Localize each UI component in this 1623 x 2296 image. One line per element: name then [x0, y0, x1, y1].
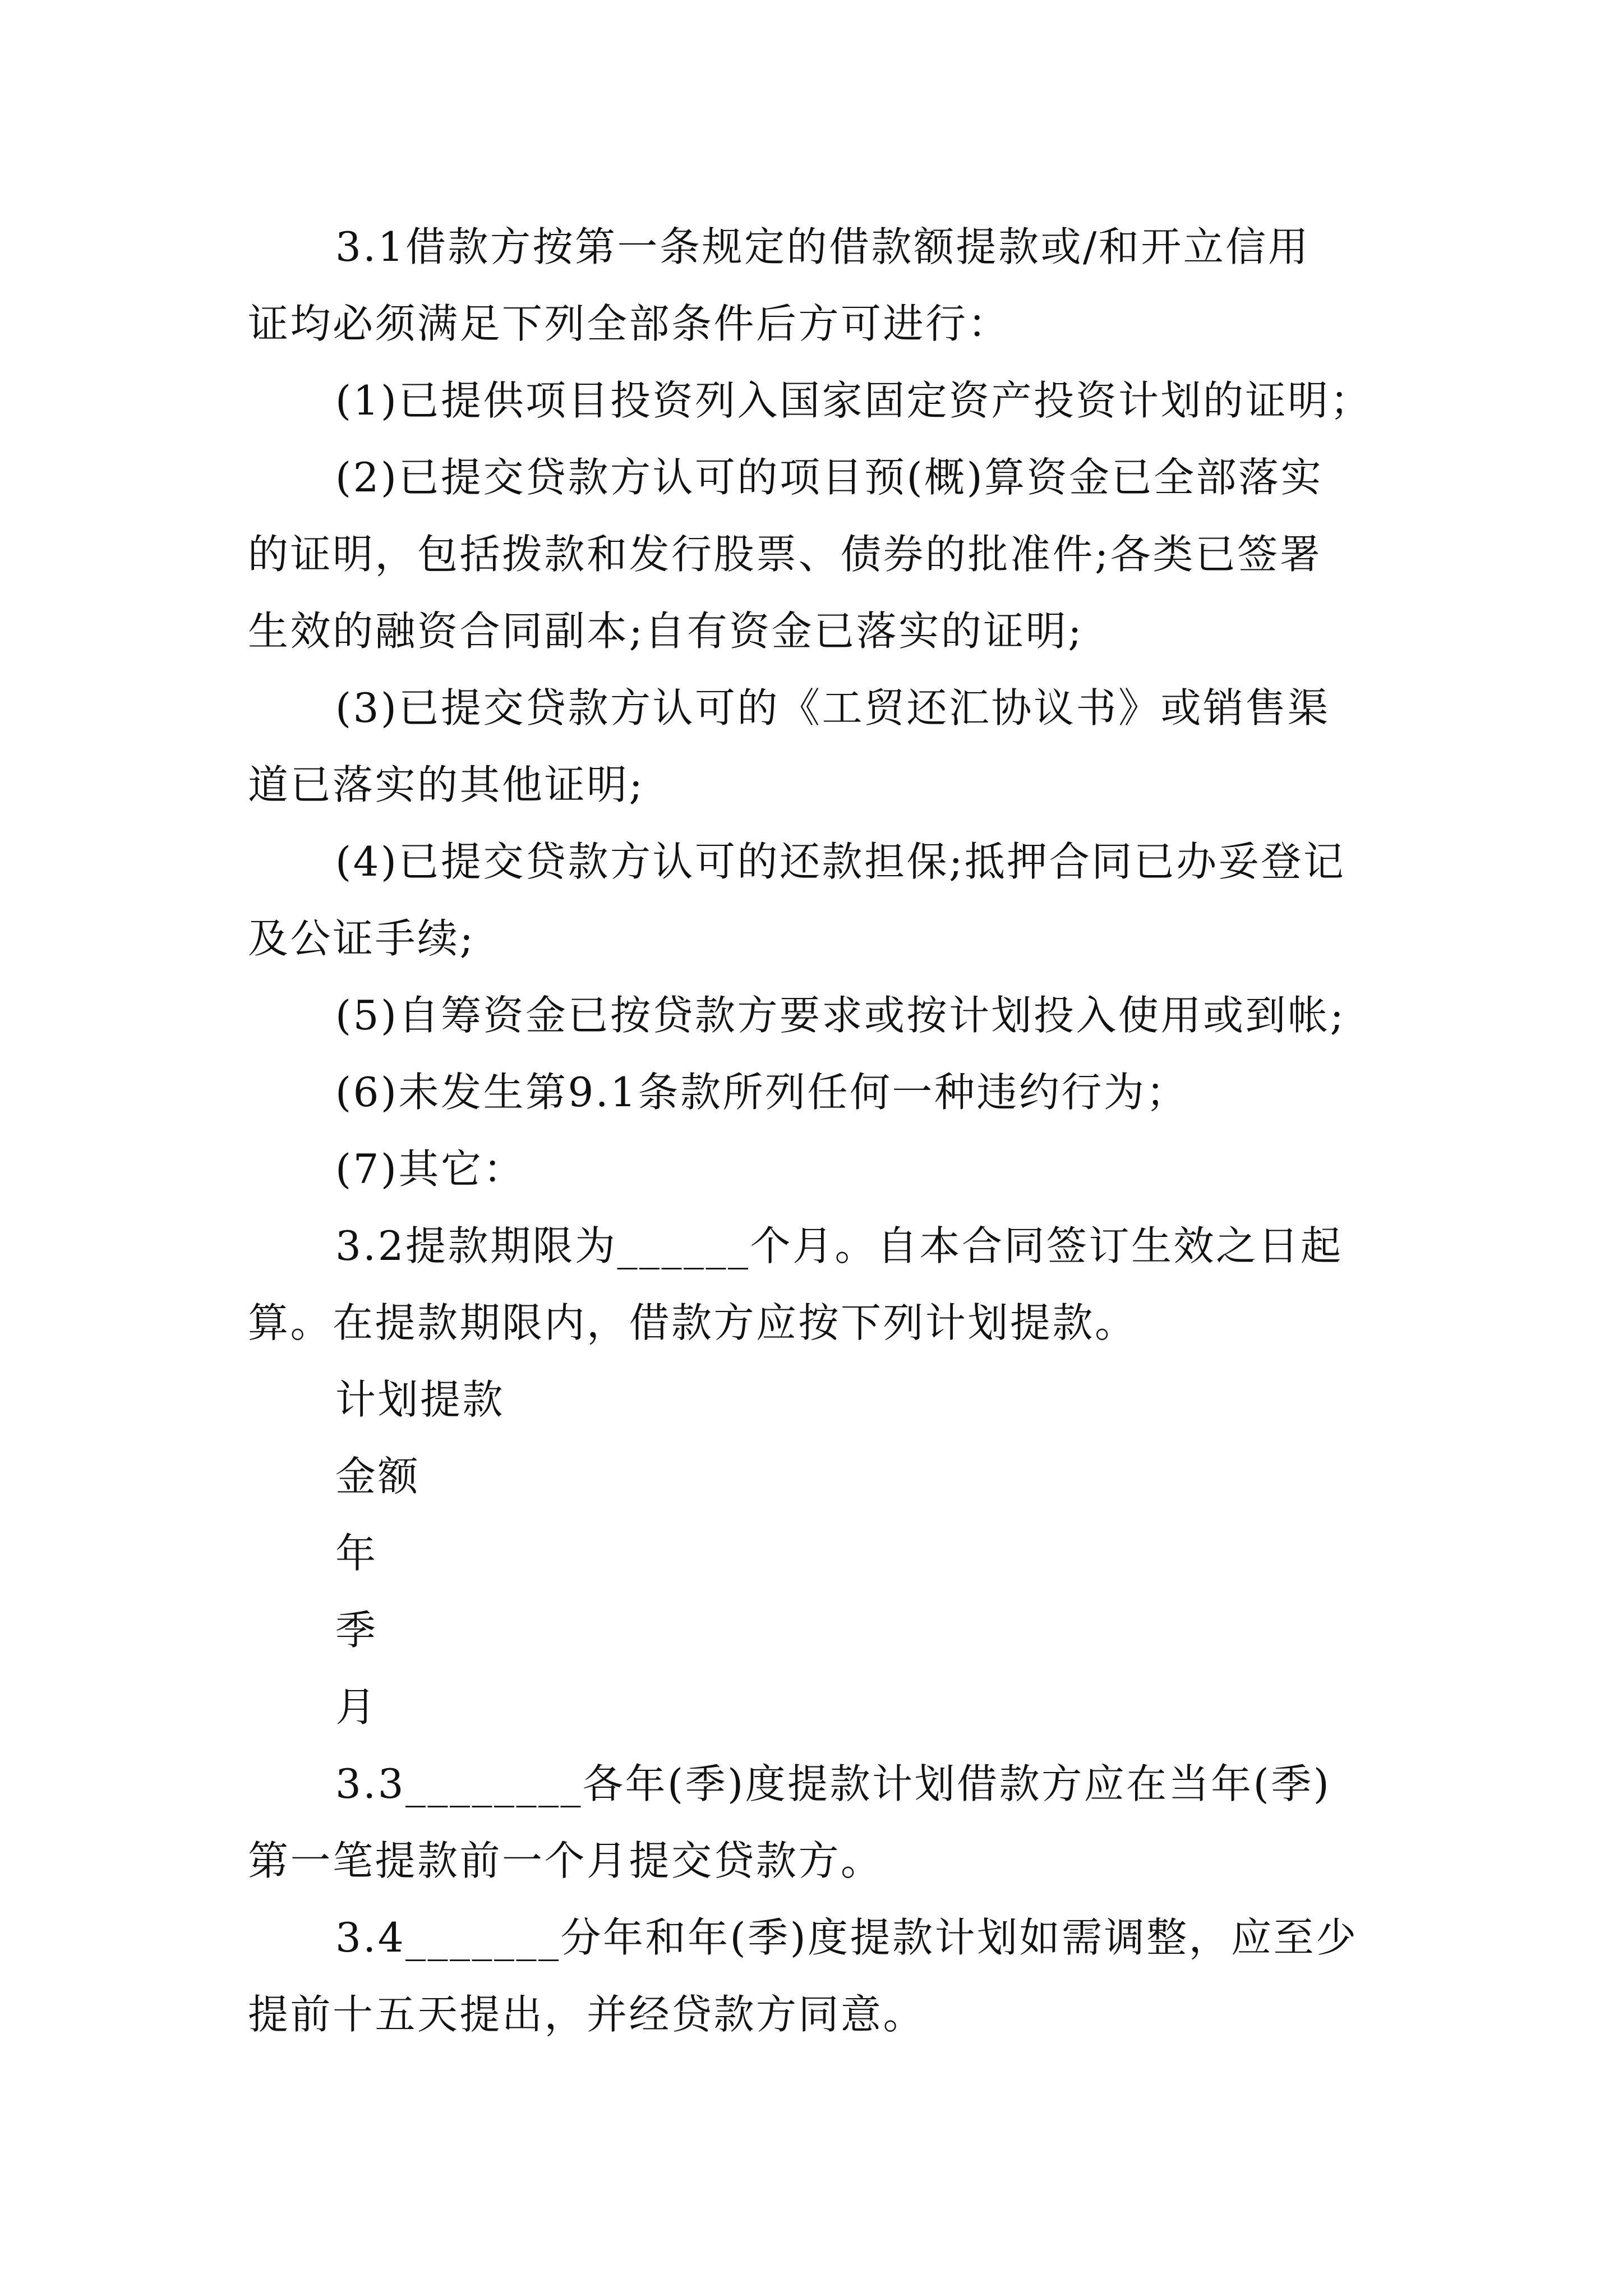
clause-3-2-line-2: 算。在提款期限内，借款方应按下列计划提款。: [248, 1299, 1137, 1346]
plan-table-label-year: 年: [335, 1530, 378, 1577]
condition-4-line-2: 及公证手续;: [248, 915, 476, 962]
condition-3-line-2: 道已落实的其他证明;: [248, 761, 645, 808]
clause-3-3-line-1: 3.3________各年(季)度提款计划借款方应在当年(季): [335, 1760, 1331, 1807]
clause-3-1-line-1: 3.1借款方按第一条规定的借款额提款或/和开立信用: [335, 223, 1311, 270]
clause-3-3-line-2: 第一笔提款前一个月提交贷款方。: [248, 1837, 883, 1884]
condition-6: (6)未发生第9.1条款所列任何一种违约行为；: [335, 1069, 1188, 1116]
condition-2-line-2: 的证明，包括拨款和发行股票、债券的批准件;各类已签署: [248, 531, 1322, 578]
condition-7: (7)其它：: [335, 1145, 525, 1193]
plan-table-label-withdrawal: 计划提款: [335, 1376, 505, 1423]
plan-table-label-month: 月: [335, 1683, 378, 1731]
plan-table-label-amount: 金额: [335, 1453, 421, 1500]
condition-4-line-1: (4)已提交贷款方认可的还款担保;抵押合同已办妥登记: [335, 838, 1346, 885]
clause-3-2-line-1: 3.2提款期限为______个月。自本合同签订生效之日起: [335, 1222, 1343, 1269]
condition-1: (1)已提供项目投资列入国家固定资产投资计划的证明；: [335, 377, 1372, 424]
condition-2-line-1: (2)已提交贷款方认可的项目预(概)算资金已全部落实: [335, 454, 1324, 501]
document-page: [248, 209, 1384, 2053]
condition-3-line-1: (3)已提交贷款方认可的《工贸还汇协议书》或销售渠: [335, 684, 1330, 731]
condition-5: (5)自筹资金已按贷款方要求或按计划投入使用或到帐;: [335, 992, 1346, 1039]
clause-3-4-line-1: 3.4_______分年和年(季)度提款计划如需调整，应至少: [335, 1914, 1358, 1961]
condition-2-line-3: 生效的融资合同副本;自有资金已落实的证明;: [248, 608, 1084, 655]
clause-3-1-line-2: 证均必须满足下列全部条件后方可进行：: [248, 300, 1011, 347]
clause-3-4-line-2: 提前十五天提出，并经贷款方同意。: [248, 1991, 926, 2038]
plan-table-label-quarter: 季: [335, 1607, 378, 1654]
